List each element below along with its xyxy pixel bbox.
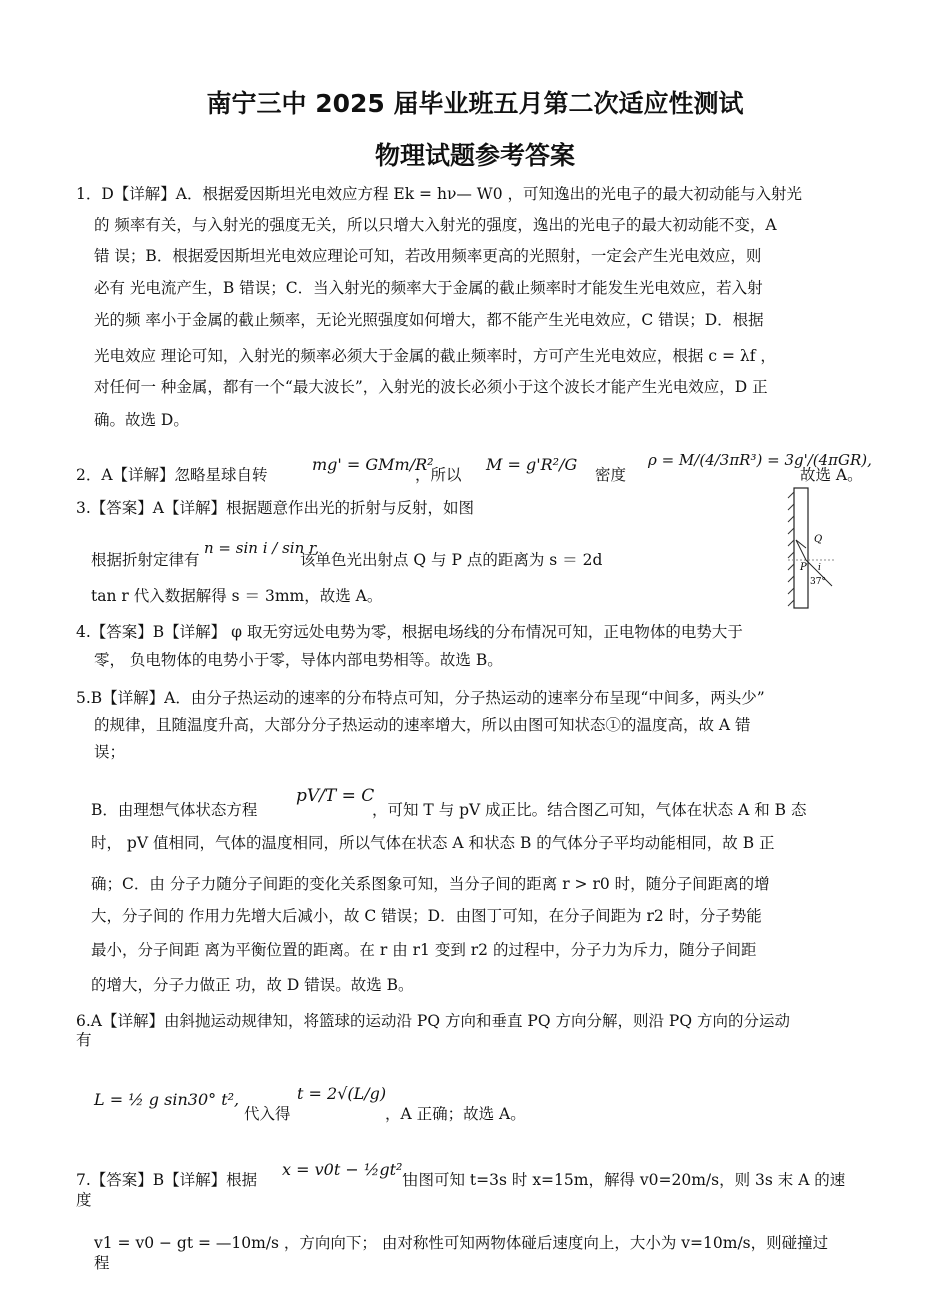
q2-formula-density: ρ = M/(4/3πR³) = 3g'/(4πGR),: [648, 451, 872, 469]
q3-formula-snell: n = sin i / sin r,: [204, 539, 320, 557]
q1-line: 光电效应 理论可知，入射光的频率必须大于金属的截止频率时，方可产生光电效应，根据 c = λf ，: [94, 347, 776, 365]
hatch-mark: [788, 504, 794, 510]
q1-line: 的 频率有关，与入射光的强度无关，所以只增大入射光的强度，逸出的光电子的最大初动能不变，A: [94, 216, 777, 234]
hatch-mark: [788, 540, 794, 546]
q2-density-label: 密度: [595, 466, 627, 484]
label-q: Q: [814, 534, 823, 545]
q1-line: 必有 光电流产生，B 错误；C．当入射光的频率大于金属的截止频率时才能发生光电效应，若入射: [94, 279, 763, 297]
q3-line: tan r 代入数据解得 s ＝ 3mm，故选 A。: [91, 587, 383, 605]
q1-line: 1．D【详解】A．根据爱因斯坦光电效应方程 Ek = hν— W0 ，可知逸出的光电子的最大初动能与入射光: [76, 185, 803, 203]
q4-line: 零， 负电物体的电势小于零，导体内部电势相等。故选 B。: [94, 651, 503, 669]
q5-line: 时， pV 值相同，气体的温度相同，所以气体在状态 A 和状态 B 的气体分子平均动能相同，故 B 正: [91, 834, 775, 852]
q2-formula-mass: M = g'R²/G: [486, 455, 578, 474]
hatch-mark: [788, 564, 794, 570]
q1-line: 对任何一 种金属，都有一个“最大波长”，入射光的波长必须小于这个波长才能产生光电效应，D 正: [94, 378, 768, 396]
q6-end: ，A 正确；故选 A。: [385, 1105, 526, 1123]
q5-line: B．由理想气体状态方程: [91, 801, 258, 819]
q1-line: 确。故选 D。: [94, 411, 189, 429]
q7-formula-displacement: x = v0t − ½gt²,: [282, 1160, 408, 1179]
hatch-mark: [788, 516, 794, 522]
q6-line: 6.A【详解】由斜抛运动规律知，将篮球的运动沿 PQ 方向和垂直 PQ 方向分解，则沿 PQ 方向的分运动: [76, 1012, 790, 1030]
label-i: i: [818, 563, 821, 573]
q5-line: 确；C．由 分子力随分子间距的变化关系图象可知，当分子间的距离 r > r0 时，随分子间距离的增: [91, 875, 770, 893]
q7-prefix: 7.【答案】B【详解】根据: [76, 1171, 258, 1189]
hatch-mark: [788, 492, 794, 498]
q3-line: 该单色光出射点 Q 与 P 点的距离为 s ＝ 2d: [300, 551, 603, 569]
q6-line: 有: [76, 1031, 92, 1049]
hatch-mark: [788, 600, 794, 606]
label-37: 37°: [810, 577, 826, 587]
q4-line: 4.【答案】B【详解】 φ 取无穷远处电势为零，根据电场线的分布情况可知，正电物体的电势大于: [76, 623, 743, 641]
hatch-mark: [788, 528, 794, 534]
hatch-mark: [788, 576, 794, 582]
q5-line: 误；: [94, 743, 126, 761]
hatch-mark: [788, 552, 794, 558]
q1-line: 光的频 率小于金属的截止频率，无论光照强度如何增大，都不能产生光电效应，C 错误；D．根据: [94, 311, 764, 329]
q6-formula-distance: L = ½ g sin30° t²,: [94, 1090, 240, 1109]
q5-formula-gas: pV/T = C: [296, 786, 375, 806]
q7-line: v1 = v0 − gt = —10m/s ，方向向下； 由对称性可知两物体碰后速度向上，大小为 v=10m/s，则碰撞过: [94, 1234, 829, 1252]
q7-line: 由图可知 t=3s 时 x=15m，解得 v0=20m/s，则 3s 末 A 的速: [403, 1171, 846, 1189]
q5-line: 的增大，分子力做正 功，故 D 错误。故选 B。: [91, 976, 414, 994]
page-title: 南宁三中 2025 届毕业班五月第二次适应性测试: [206, 89, 744, 118]
q7-line: 度: [76, 1191, 92, 1209]
q2-so: ，所以: [415, 466, 462, 484]
q3-line: 3.【答案】A【详解】根据题意作出光的折射与反射，如图: [76, 499, 474, 517]
q5-line: 大，分子间的 作用力先增大后减小，故 C 错误；D．由图丁可知，在分子间距为 r2 时，分子势能: [91, 907, 762, 925]
q2-formula-gravity: mg' = GMm/R²: [312, 455, 434, 474]
q6-formula-time: t = 2√(L/g): [297, 1084, 387, 1103]
q5-line: 的规律，且随温度升高，大部分分子热运动的速率增大，所以由图可知状态①的温度高，故 A 错: [94, 716, 751, 734]
q7-line: 程: [94, 1254, 110, 1272]
refraction-figure: [776, 478, 838, 613]
q2-end: 故选 A。: [800, 466, 863, 484]
label-p: P: [800, 562, 807, 573]
q2-prefix: 2．A【详解】忽略星球自转: [76, 466, 268, 484]
q3-line: 根据折射定律有: [91, 551, 200, 569]
page-subtitle: 物理试题参考答案: [374, 141, 575, 170]
q1-line: 错 误；B．根据爱因斯坦光电效应理论可知，若改用频率更高的光照射，一定会产生光电效应，则: [94, 247, 762, 265]
hatch-mark: [788, 588, 794, 594]
q5-line: 5.B【详解】A．由分子热运动的速率的分布特点可知，分子热运动的速率分布呈现“中间多，两头少”: [76, 689, 765, 707]
q5-line: 最小，分子间距 离为平衡位置的距离。在 r 由 r1 变到 r2 的过程中，分子力为斥力，随分子间距: [91, 941, 757, 959]
q6-substitute: 代入得: [244, 1105, 291, 1123]
q5-line: ，可知 T 与 pV 成正比。结合图乙可知，气体在状态 A 和 B 态: [372, 801, 807, 819]
